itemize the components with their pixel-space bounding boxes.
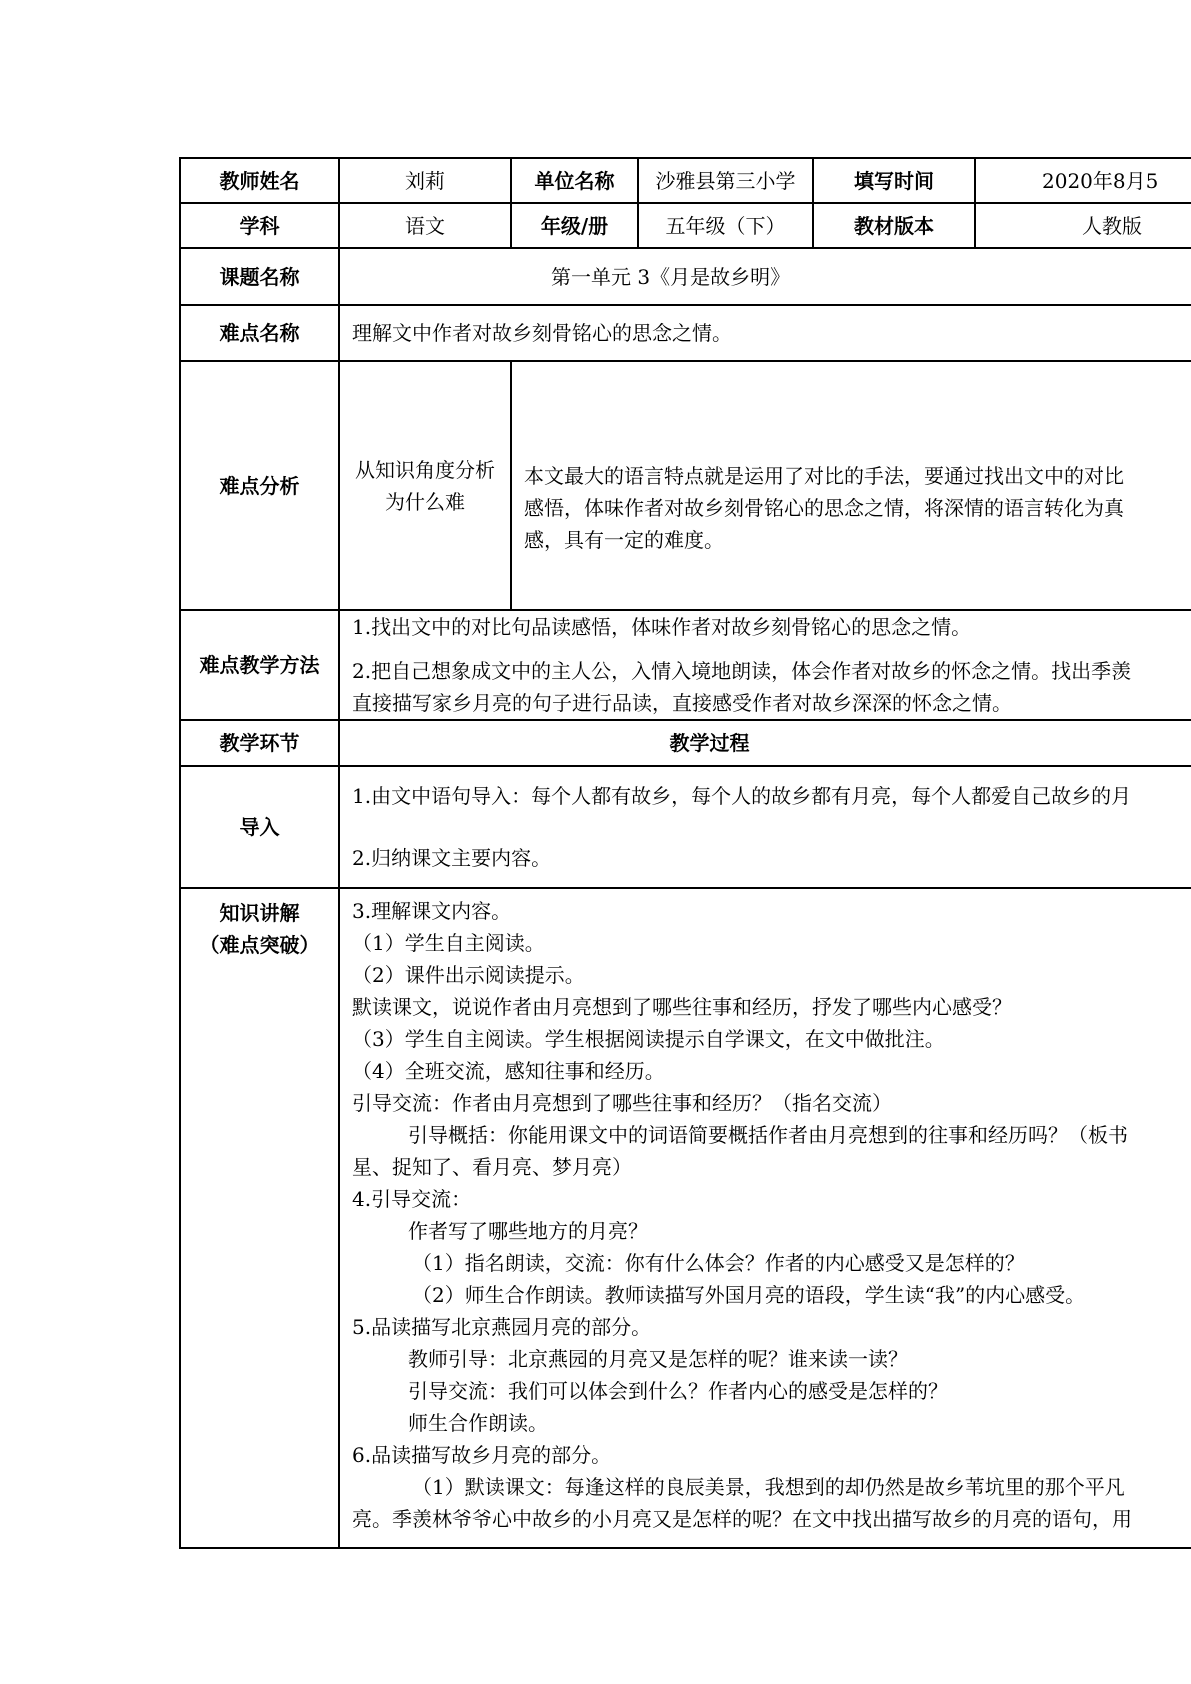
knowledge-line: （2）师生合作朗读。教师读描写外国月亮的语段，学生读“我”的内心感受。 [412,1283,1086,1307]
knowledge-line: 教师引导：北京燕园的月亮又是怎样的呢？谁来读一读？ [408,1347,908,1371]
lesson-plan-table [179,157,1191,1549]
knowledge-label-line: （难点突破） [199,933,320,957]
analysis-sub-label-line: 从知识角度分析 [355,457,495,482]
topic-label: 课题名称 [180,248,339,305]
analysis-line: 感悟，体味作者对故乡刻骨铭心的思念之情，将深情的语言转化为真 [524,496,1124,520]
subject-label: 学科 [180,203,339,248]
topic-value: 第一单元 3《月是故乡明》 [339,248,1191,305]
knowledge-line: （1）默读课文：每逢这样的良辰美景，我想到的却仍然是故乡苇坑里的那个平凡 [412,1475,1125,1499]
teacher-name-value: 刘莉 [339,158,511,203]
knowledge-line: （4）全班交流，感知往事和经历。 [352,1059,665,1083]
teacher-name-label: 教师姓名 [180,158,339,203]
grade-label: 年级/册 [511,203,638,248]
method-label: 难点教学方法 [180,610,339,720]
edition-value: 人教版 [975,203,1191,248]
topic-row [180,248,1191,305]
analysis-sub-label [339,361,511,610]
analysis-text [511,361,1191,610]
intro-line: 2.归纳课文主要内容。 [352,846,552,870]
difficulty-row [180,305,1191,361]
knowledge-label-line: 知识讲解 [219,901,300,925]
knowledge-line: （1）学生自主阅读。 [352,931,545,955]
intro-label: 导入 [180,766,339,888]
knowledge-text [339,888,1191,1548]
knowledge-line: 引导交流：我们可以体会到什么？作者内心的感受是怎样的？ [408,1379,948,1403]
subject-row [180,203,1191,248]
difficulty-label: 难点名称 [180,305,339,361]
fill-date-value: 2020年8月5 [975,158,1191,203]
analysis-label: 难点分析 [180,361,339,610]
knowledge-line: 星、捉知了、看月亮、梦月亮） [352,1155,632,1179]
unit-name-value: 沙雅县第三小学 [638,158,813,203]
subject-value: 语文 [339,203,511,248]
analysis-line: 感，具有一定的难度。 [524,528,724,552]
method-text [339,610,1191,720]
knowledge-row [180,888,1191,1548]
fill-date-label: 填写时间 [813,158,975,203]
difficulty-value: 理解文中作者对故乡刻骨铭心的思念之情。 [339,305,1191,361]
process-label: 教学过程 [339,720,1191,766]
knowledge-line: 师生合作朗读。 [408,1411,548,1435]
knowledge-line: 5.品读描写北京燕园月亮的部分。 [352,1315,652,1339]
edition-label: 教材版本 [813,203,975,248]
grade-value: 五年级（下） [638,203,813,248]
analysis-row [180,361,1191,610]
analysis-line: 本文最大的语言特点就是运用了对比的手法，要通过找出文中的对比 [524,464,1124,488]
process-header-row [180,720,1191,766]
knowledge-line: 6.品读描写故乡月亮的部分。 [352,1443,612,1467]
knowledge-line: 作者写了哪些地方的月亮？ [408,1219,648,1243]
method-line: 1.找出文中的对比句品读感悟，体味作者对故乡刻骨铭心的思念之情。 [352,615,972,639]
unit-name-label: 单位名称 [511,158,638,203]
knowledge-line: 默读课文，说说作者由月亮想到了哪些往事和经历，抒发了哪些内心感受？ [352,995,1012,1019]
knowledge-line: （2）课件出示阅读提示。 [352,963,585,987]
intro-row [180,766,1191,888]
knowledge-line: （3）学生自主阅读。学生根据阅读提示自学课文，在文中做批注。 [352,1027,945,1051]
knowledge-line: 亮。季羡林爷爷心中故乡的小月亮又是怎样的呢？在文中找出描写故乡的月亮的语句，用 [352,1507,1132,1531]
method-line: 直接描写家乡月亮的句子进行品读，直接感受作者对故乡深深的怀念之情。 [352,691,1012,715]
teacher-row [180,158,1191,203]
knowledge-line: 引导交流：作者由月亮想到了哪些往事和经历？（指名交流） [352,1091,892,1115]
method-line: 2.把自己想象成文中的主人公，入情入境地朗读，体会作者对故乡的怀念之情。找出季羡 [352,659,1132,683]
intro-line: 1.由文中语句导入：每个人都有故乡，每个人的故乡都有月亮，每个人都爱自己故乡的月 [352,784,1132,808]
analysis-sub-label-line: 为什么难 [385,489,465,514]
knowledge-line: 引导概括：你能用课文中的词语简要概括作者由月亮想到的往事和经历吗？（板书 [408,1123,1128,1147]
knowledge-line: （1）指名朗读，交流：你有什么体会？作者的内心感受又是怎样的？ [412,1251,1025,1275]
intro-text [339,766,1191,888]
knowledge-line: 4.引导交流： [352,1187,472,1211]
process-stage-label: 教学环节 [180,720,339,766]
knowledge-line: 3.理解课文内容。 [352,899,512,923]
knowledge-label [180,888,339,1548]
method-row [180,610,1191,720]
